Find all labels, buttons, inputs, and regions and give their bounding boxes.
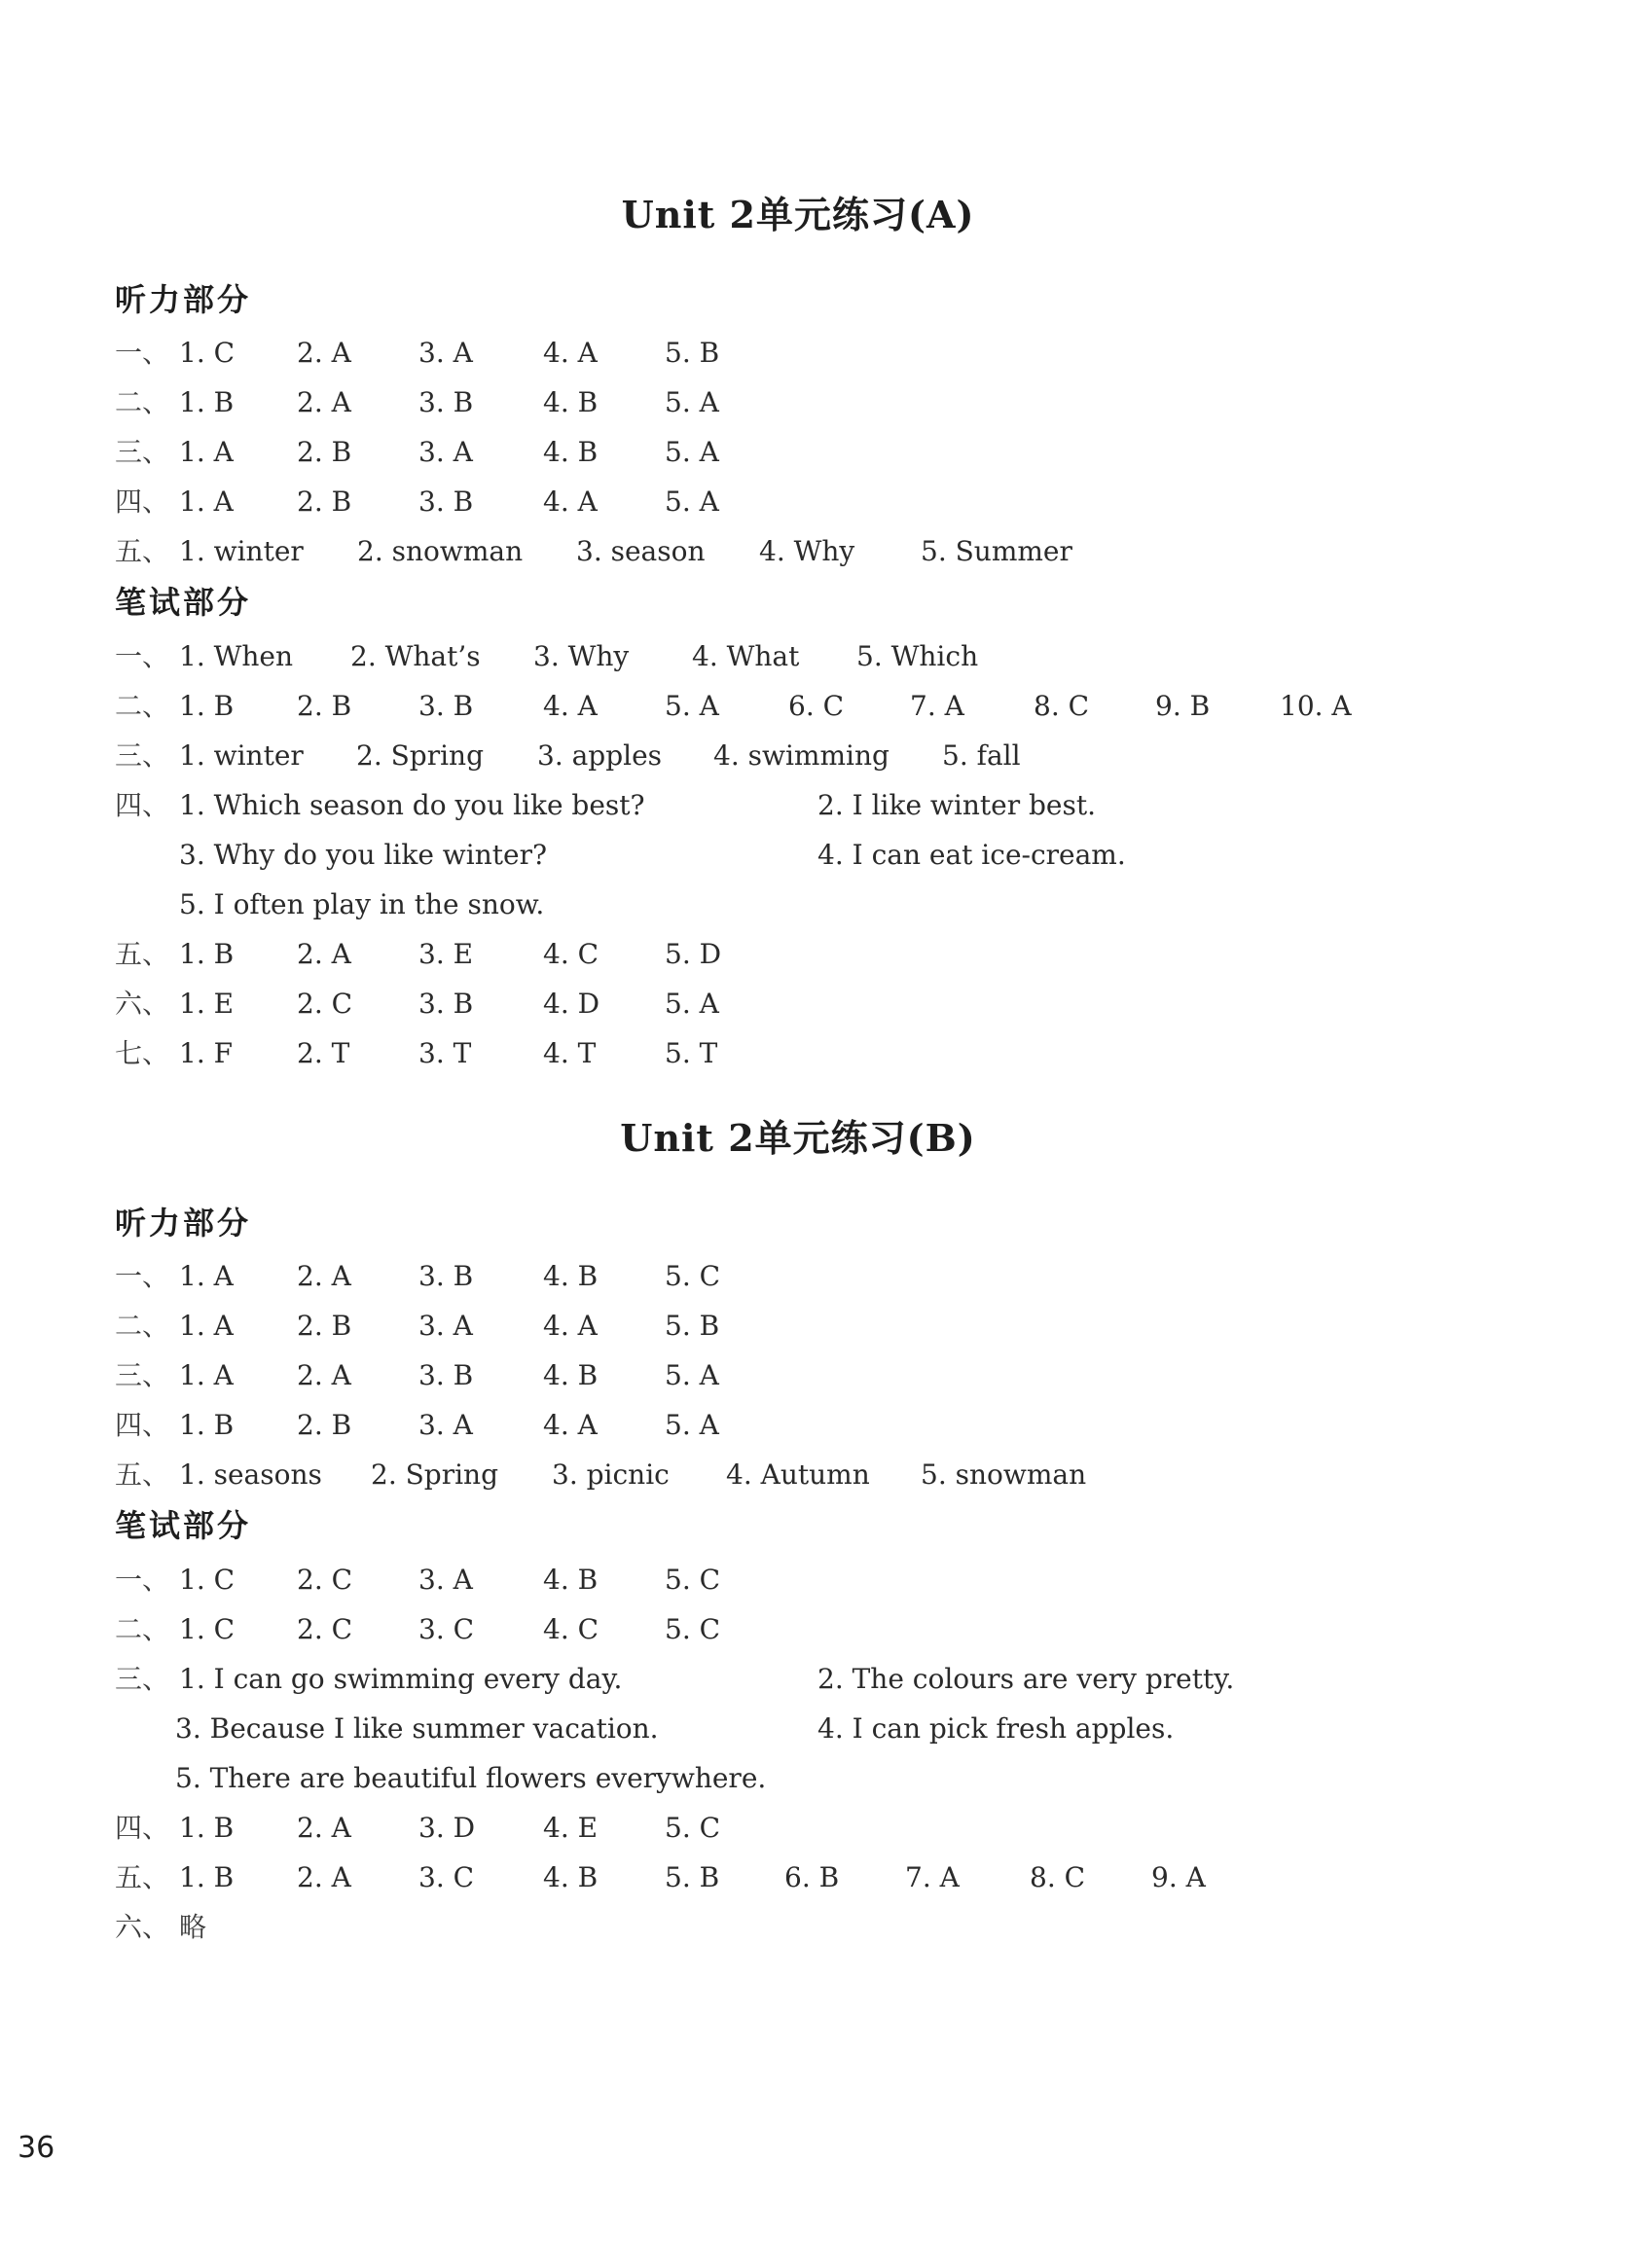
- question-number: 一、: [115, 1260, 170, 1292]
- answer-cell: 3. C: [418, 1613, 475, 1645]
- answer-cell: 1. Which season do you like best?: [179, 789, 645, 821]
- question-number: 四、: [115, 486, 170, 518]
- answer-cell: 3. B: [418, 690, 474, 722]
- answer-cell: 9. A: [1151, 1861, 1206, 1893]
- answer-cell: 1. A: [179, 486, 234, 518]
- answer-row: [0, 737, 1557, 775]
- answer-cell: 2. T: [297, 1037, 350, 1069]
- answer-cell: 4. Why: [759, 535, 855, 567]
- answer-cell: 5. B: [665, 337, 720, 369]
- question-number: 六、: [115, 988, 170, 1020]
- answer-cell: 4. B: [543, 1564, 599, 1596]
- answer-cell: 8. C: [1030, 1861, 1086, 1893]
- answer-cell: 9. B: [1155, 690, 1211, 722]
- answer-cell: 3. B: [418, 386, 474, 418]
- answer-cell: 2. What’s: [350, 640, 481, 672]
- question-number: 一、: [115, 640, 170, 672]
- question-number: 五、: [115, 535, 170, 567]
- answer-row: [0, 433, 1557, 472]
- answer-cell: 3. season: [576, 535, 706, 567]
- answer-cell: 4. C: [543, 938, 599, 970]
- answer-cell: 1. B: [179, 690, 235, 722]
- answer-cell: 5. C: [665, 1812, 721, 1844]
- answer-cell: 1. F: [179, 1037, 234, 1069]
- question-number: 五、: [115, 1861, 170, 1893]
- answer-row: [0, 637, 1557, 676]
- question-number: 一、: [115, 1564, 170, 1596]
- answer-cell: 1. B: [179, 938, 235, 970]
- answer-cell: 2. A: [297, 1812, 351, 1844]
- question-number: 四、: [115, 1812, 170, 1844]
- answer-cell: 6. C: [788, 690, 845, 722]
- answer-row: [0, 885, 1557, 924]
- unit-b-writing-heading: 笔试部分: [115, 1507, 252, 1544]
- question-number: 六、: [115, 1911, 170, 1943]
- answer-cell: 5. C: [665, 1260, 721, 1292]
- answer-cell: 2. A: [297, 1260, 351, 1292]
- answer-row: [0, 1858, 1557, 1897]
- answer-row: [0, 334, 1557, 373]
- answer-cell: 5. D: [665, 938, 722, 970]
- answer-cell: 2. A: [297, 1359, 351, 1391]
- answer-cell: 3. D: [418, 1812, 476, 1844]
- answer-row: [0, 483, 1557, 522]
- answer-cell: 5. B: [665, 1861, 720, 1893]
- answer-cell: 3. B: [418, 1359, 474, 1391]
- answer-cell: 3. picnic: [552, 1458, 670, 1491]
- answer-row: [0, 1710, 1557, 1748]
- answer-row: [0, 1406, 1557, 1445]
- answer-cell: 略: [179, 1911, 207, 1943]
- answer-cell: 4. T: [543, 1037, 597, 1069]
- answer-row: [0, 1356, 1557, 1395]
- question-number: 二、: [115, 690, 170, 722]
- answer-cell: 5. Summer: [921, 535, 1072, 567]
- answer-cell: 2. A: [297, 337, 351, 369]
- answer-cell: 4. A: [543, 486, 598, 518]
- answer-cell: 2. Spring: [356, 739, 485, 772]
- answer-cell: 5. A: [665, 988, 719, 1020]
- answer-cell: 5. A: [665, 436, 719, 468]
- answer-cell: 3. A: [418, 1409, 473, 1441]
- answer-cell: 3. A: [418, 1564, 473, 1596]
- answer-cell: 5. There are beautiful flowers everywhere.: [175, 1762, 767, 1794]
- answer-cell: 1. When: [179, 640, 294, 672]
- answer-cell: 4. D: [543, 988, 600, 1020]
- answer-row: [0, 1908, 1557, 1947]
- question-number: 七、: [115, 1037, 170, 1069]
- answer-cell: 5. T: [665, 1037, 718, 1069]
- answer-cell: 4. B: [543, 1861, 599, 1893]
- question-number: 四、: [115, 789, 170, 821]
- answer-cell: 4. A: [543, 337, 598, 369]
- answer-cell: 2. C: [297, 1613, 353, 1645]
- question-number: 二、: [115, 386, 170, 418]
- answer-cell: 5. B: [665, 1310, 720, 1342]
- answer-cell: 3. B: [418, 988, 474, 1020]
- answer-cell: 3. Why do you like winter?: [179, 839, 547, 871]
- answer-cell: 7. A: [910, 690, 964, 722]
- question-number: 一、: [115, 337, 170, 369]
- answer-cell: 3. apples: [537, 739, 663, 772]
- answer-cell: 5. C: [665, 1564, 721, 1596]
- answer-cell: 4. B: [543, 1260, 599, 1292]
- answer-cell: 1. A: [179, 1359, 234, 1391]
- answer-row: [0, 383, 1557, 422]
- answer-row: [0, 1456, 1557, 1494]
- answer-cell: 1. A: [179, 1260, 234, 1292]
- answer-row: [0, 985, 1557, 1024]
- unit-b-listening-heading: 听力部分: [115, 1205, 252, 1242]
- answer-cell: 3. E: [418, 938, 474, 970]
- answer-cell: 2. C: [297, 1564, 353, 1596]
- answer-cell: 5. C: [665, 1613, 721, 1645]
- answer-cell: 3. B: [418, 486, 474, 518]
- answer-cell: 4. A: [543, 690, 598, 722]
- answer-cell: 3. T: [418, 1037, 472, 1069]
- answer-cell: 10. A: [1280, 690, 1352, 722]
- answer-row: [0, 786, 1557, 825]
- answer-cell: 1. C: [179, 337, 236, 369]
- answer-cell: 7. A: [905, 1861, 960, 1893]
- answer-cell: 1. I can go swimming every day.: [179, 1663, 623, 1695]
- answer-cell: 6. B: [784, 1861, 840, 1893]
- answer-cell: 1. C: [179, 1613, 236, 1645]
- answer-cell: 1. B: [179, 1861, 235, 1893]
- answer-row: [0, 1759, 1557, 1798]
- page-number: 36: [18, 2131, 55, 2165]
- question-number: 三、: [115, 436, 170, 468]
- answer-cell: 3. Why: [533, 640, 630, 672]
- answer-row: [0, 1257, 1557, 1296]
- answer-cell: 2. B: [297, 486, 352, 518]
- answer-cell: 2. The colours are very pretty.: [817, 1663, 1235, 1695]
- answer-cell: 4. What: [692, 640, 800, 672]
- answer-cell: 2. snowman: [357, 535, 524, 567]
- answer-cell: 5. A: [665, 386, 719, 418]
- answer-row: [0, 532, 1557, 571]
- answer-row: [0, 1809, 1557, 1848]
- answer-row: [0, 1561, 1557, 1600]
- answer-cell: 1. seasons: [179, 1458, 322, 1491]
- unit-a-title: Unit 2单元练习(A): [621, 193, 975, 236]
- answer-cell: 5. I often play in the snow.: [179, 888, 545, 920]
- answer-cell: 3. B: [418, 1260, 474, 1292]
- answer-row: [0, 1610, 1557, 1649]
- question-number: 五、: [115, 1458, 170, 1491]
- answer-cell: 1. winter: [179, 739, 304, 772]
- answer-cell: 2. A: [297, 1861, 351, 1893]
- answer-cell: 2. I like winter best.: [817, 789, 1097, 821]
- question-number: 五、: [115, 938, 170, 970]
- answer-cell: 1. A: [179, 436, 234, 468]
- answer-cell: 2. B: [297, 1409, 352, 1441]
- answer-cell: 5. Which: [856, 640, 979, 672]
- question-number: 二、: [115, 1613, 170, 1645]
- question-number: 三、: [115, 739, 170, 772]
- answer-cell: 2. B: [297, 690, 352, 722]
- answer-cell: 1. B: [179, 1409, 235, 1441]
- answer-cell: 5. A: [665, 1359, 719, 1391]
- answer-cell: 2. A: [297, 386, 351, 418]
- answer-row: [0, 1660, 1557, 1699]
- answer-cell: 4. C: [543, 1613, 599, 1645]
- answer-row: [0, 1034, 1557, 1073]
- answer-cell: 2. A: [297, 938, 351, 970]
- answer-cell: 2. B: [297, 436, 352, 468]
- answer-cell: 1. B: [179, 1812, 235, 1844]
- answer-cell: 5. A: [665, 1409, 719, 1441]
- answer-cell: 4. A: [543, 1409, 598, 1441]
- answer-row: [0, 1307, 1557, 1346]
- answer-cell: 5. snowman: [921, 1458, 1087, 1491]
- answer-cell: 3. C: [418, 1861, 475, 1893]
- unit-a-listening-heading: 听力部分: [115, 281, 252, 318]
- answer-cell: 3. A: [418, 436, 473, 468]
- answer-row: [0, 836, 1557, 875]
- unit-a-writing-heading: 笔试部分: [115, 584, 252, 621]
- answer-cell: 2. B: [297, 1310, 352, 1342]
- answer-cell: 4. Autumn: [726, 1458, 870, 1491]
- answer-cell: 4. B: [543, 1359, 599, 1391]
- answer-cell: 1. C: [179, 1564, 236, 1596]
- question-number: 二、: [115, 1310, 170, 1342]
- answer-cell: 4. A: [543, 1310, 598, 1342]
- question-number: 三、: [115, 1359, 170, 1391]
- answer-cell: 1. A: [179, 1310, 234, 1342]
- answer-cell: 1. winter: [179, 535, 304, 567]
- answer-cell: 4. B: [543, 386, 599, 418]
- answer-cell: 2. C: [297, 988, 353, 1020]
- answer-cell: 5. A: [665, 486, 719, 518]
- answer-cell: 3. A: [418, 337, 473, 369]
- question-number: 四、: [115, 1409, 170, 1441]
- answer-cell: 5. fall: [942, 739, 1021, 772]
- answer-cell: 3. A: [418, 1310, 473, 1342]
- answer-cell: 2. Spring: [371, 1458, 499, 1491]
- answer-cell: 4. B: [543, 436, 599, 468]
- answer-cell: 4. E: [543, 1812, 599, 1844]
- unit-b-title: Unit 2单元练习(B): [620, 1116, 976, 1160]
- answer-cell: 4. I can pick fresh apples.: [817, 1712, 1175, 1745]
- answer-row: [0, 687, 1557, 726]
- answer-cell: 8. C: [1034, 690, 1090, 722]
- answer-cell: 4. I can eat ice-cream.: [817, 839, 1126, 871]
- answer-cell: 1. B: [179, 386, 235, 418]
- answer-row: [0, 935, 1557, 974]
- question-number: 三、: [115, 1663, 170, 1695]
- answer-cell: 3. Because I like summer vacation.: [175, 1712, 659, 1745]
- answer-cell: 4. swimming: [713, 739, 890, 772]
- answer-cell: 5. A: [665, 690, 719, 722]
- answer-cell: 1. E: [179, 988, 235, 1020]
